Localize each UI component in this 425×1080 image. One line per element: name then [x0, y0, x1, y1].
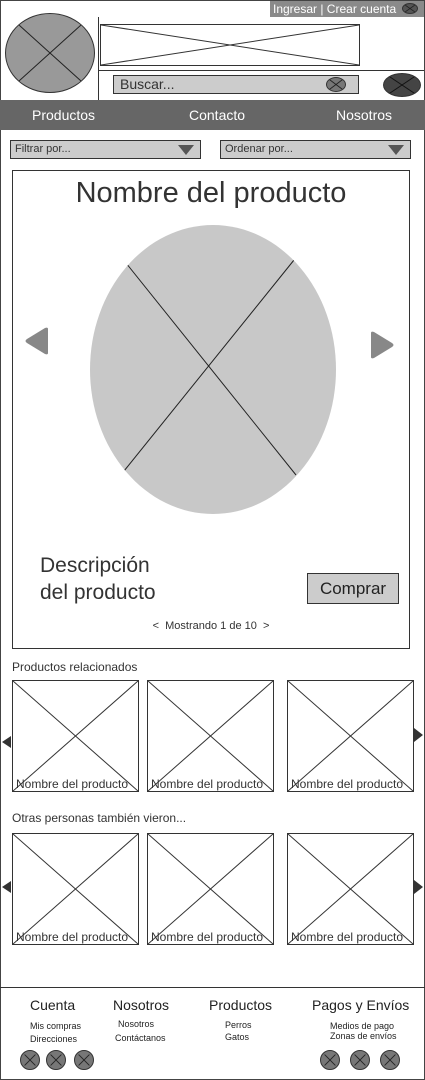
related-card-3[interactable] [287, 680, 414, 792]
nav-item-contacto[interactable]: Contacto [189, 107, 246, 123]
footer-link-medios-de-pago[interactable]: Medios de pago [330, 1021, 395, 1031]
related-card-label: Nombre del producto [291, 777, 404, 791]
payment-icon-2[interactable] [350, 1050, 370, 1070]
logo-image[interactable] [5, 13, 95, 93]
product-description [40, 552, 156, 606]
product-pagination[interactable]: < Mostrando 1 de 10 > [152, 620, 270, 632]
sort-dropdown[interactable] [220, 140, 411, 159]
search-input[interactable] [113, 75, 359, 94]
also-viewed-title: Otras personas también vieron... [12, 811, 187, 825]
carousel-prev-icon[interactable] [24, 327, 50, 355]
also-viewed-card-3[interactable] [287, 833, 414, 945]
also-viewed-card-label: Nombre del producto [151, 930, 264, 944]
payment-icon-1[interactable] [320, 1050, 340, 1070]
banner-image [100, 24, 360, 66]
product-description-line2: del producto [40, 581, 156, 604]
related-next-icon[interactable] [414, 728, 423, 742]
main-nav [0, 100, 425, 130]
related-card-label: Nombre del producto [151, 777, 264, 791]
footer-title-productos: Productos [209, 997, 273, 1013]
auth-link[interactable]: Ingresar | Crear cuenta [270, 1, 424, 17]
user-icon[interactable] [402, 3, 418, 14]
footer-divider [0, 987, 425, 988]
header-divider [98, 70, 424, 71]
footer-link-mis-compras[interactable]: Mis compras [30, 1021, 82, 1031]
footer-title-nosotros: Nosotros [113, 997, 170, 1013]
footer-link-zonas-de-envios[interactable]: Zonas de envíos [330, 1031, 397, 1041]
social-icon-3[interactable] [74, 1050, 94, 1070]
carousel-next-icon[interactable] [369, 331, 395, 359]
product-description-line1: Descripción [40, 554, 150, 577]
buy-button[interactable]: Comprar [307, 573, 399, 604]
footer-link-nosotros[interactable]: Nosotros [118, 1019, 155, 1029]
also-viewed-card-2[interactable] [147, 833, 274, 945]
footer-title-cuenta: Cuenta [30, 997, 76, 1013]
also-viewed-card-label: Nombre del producto [291, 930, 404, 944]
sort-label: Ordenar por... [225, 143, 293, 155]
also-viewed-card-label: Nombre del producto [16, 930, 129, 944]
filter-label: Filtrar por... [15, 143, 71, 155]
also-viewed-prev-icon[interactable] [2, 881, 11, 893]
footer-link-contactanos[interactable]: Contáctanos [115, 1033, 166, 1043]
related-card-2[interactable] [147, 680, 274, 792]
search-icon[interactable] [326, 77, 346, 92]
product-title: Nombre del producto [75, 177, 347, 209]
cart-icon[interactable] [383, 73, 421, 97]
footer-title-pagos-envios: Pagos y Envíos [312, 997, 410, 1013]
footer-link-direcciones[interactable]: Direcciones [30, 1034, 78, 1044]
footer-link-gatos[interactable]: Gatos [225, 1032, 250, 1042]
social-icon-1[interactable] [20, 1050, 40, 1070]
footer-link-perros[interactable]: Perros [225, 1020, 252, 1030]
filter-dropdown[interactable] [10, 140, 201, 159]
also-viewed-next-icon[interactable] [414, 880, 423, 894]
product-image[interactable] [90, 225, 336, 514]
chevron-down-icon [388, 145, 404, 155]
social-icon-2[interactable] [46, 1050, 66, 1070]
nav-item-nosotros[interactable]: Nosotros [336, 107, 393, 123]
related-prev-icon[interactable] [2, 736, 11, 748]
also-viewed-card-1[interactable] [12, 833, 139, 945]
chevron-down-icon [178, 145, 194, 155]
related-title: Productos relacionados [12, 660, 138, 674]
nav-item-productos[interactable]: Productos [32, 107, 96, 123]
related-card-1[interactable] [12, 680, 139, 792]
search-placeholder: Buscar... [120, 76, 175, 92]
related-card-label: Nombre del producto [16, 777, 129, 791]
payment-icon-3[interactable] [380, 1050, 400, 1070]
